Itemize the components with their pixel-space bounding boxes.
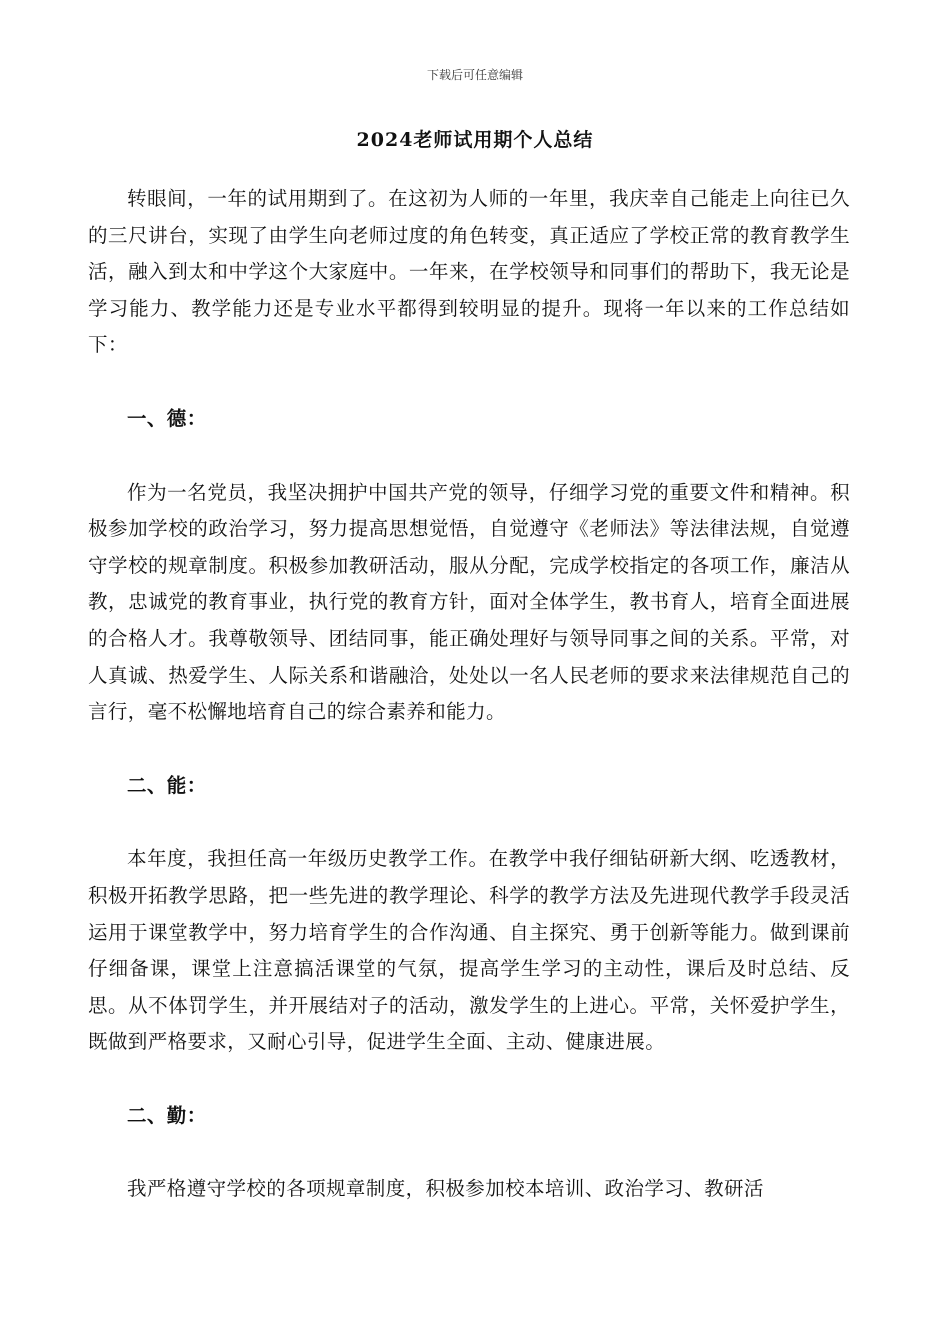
- paragraph-de: 作为一名党员，我坚决拥护中国共产党的领导，仔细学习党的重要文件和精神。积极参加学校的政治学习，努力提高思想觉悟，自觉遵守《老师法》等法律法规，自觉遵守学校的规章制度。积极参加教研活动，服从分配，完成学校指定的各项工作，廉洁从教，忠诚党的教育事业，执行党的教育方针，面对全体学生，教书育人，培育全面进展的合格人才。我尊敬领导、团结同事，能正确处理好与领导同事之间的关系。平常，对人真诚、热爱学生、人际关系和谐融洽，处处以一名人民老师的要求来法律规范自己的言行，毫不松懈地培育自己的综合素养和能力。: [88, 480, 850, 724]
- header-note: 下载后可任意编辑: [426, 68, 523, 82]
- section-heading-neng: 二、能：: [127, 773, 207, 797]
- section-heading-qin: 二、勤：: [127, 1103, 207, 1127]
- paragraph-neng: 本年度，我担任高一年级历史教学工作。在教学中我仔细钻研新大纲、吃透教材，积极开拓教学思路，把一些先进的教学理论、科学的教学方法及先进现代教学手段灵活运用于课堂教学中，努力培育学生的合作沟通、自主探究、勇于创新等能力。做到课前仔细备课，课堂上注意搞活课堂的气氛，提高学生学习的主动性，课后及时总结、反思。从不体罚学生，并开展结对子的活动，激发学生的上进心。平常，关怀爱护学生，既做到严格要求，又耐心引导，促进学生全面、主动、健康进展。: [88, 847, 850, 1054]
- document-title: 2024老师试用期个人总结: [356, 129, 594, 151]
- intro-paragraph: 转眼间，一年的试用期到了。在这初为人师的一年里，我庆幸自己能走上向往已久的三尺讲台，实现了由学生向老师过度的角色转变，真正适应了学校正常的教育教学生活，融入到太和中学这个大家庭中。一年来，在学校领导和同事们的帮助下，我无论是学习能力、教学能力还是专业水平都得到较明显的提升。现将一年以来的工作总结如下：: [88, 187, 850, 357]
- document-body: [88, 181, 850, 1208]
- section-heading-de: 一、德：: [127, 406, 207, 430]
- paragraph-qin: 我严格遵守学校的各项规章制度，积极参加校本培训、政治学习、教研活: [127, 1177, 764, 1201]
